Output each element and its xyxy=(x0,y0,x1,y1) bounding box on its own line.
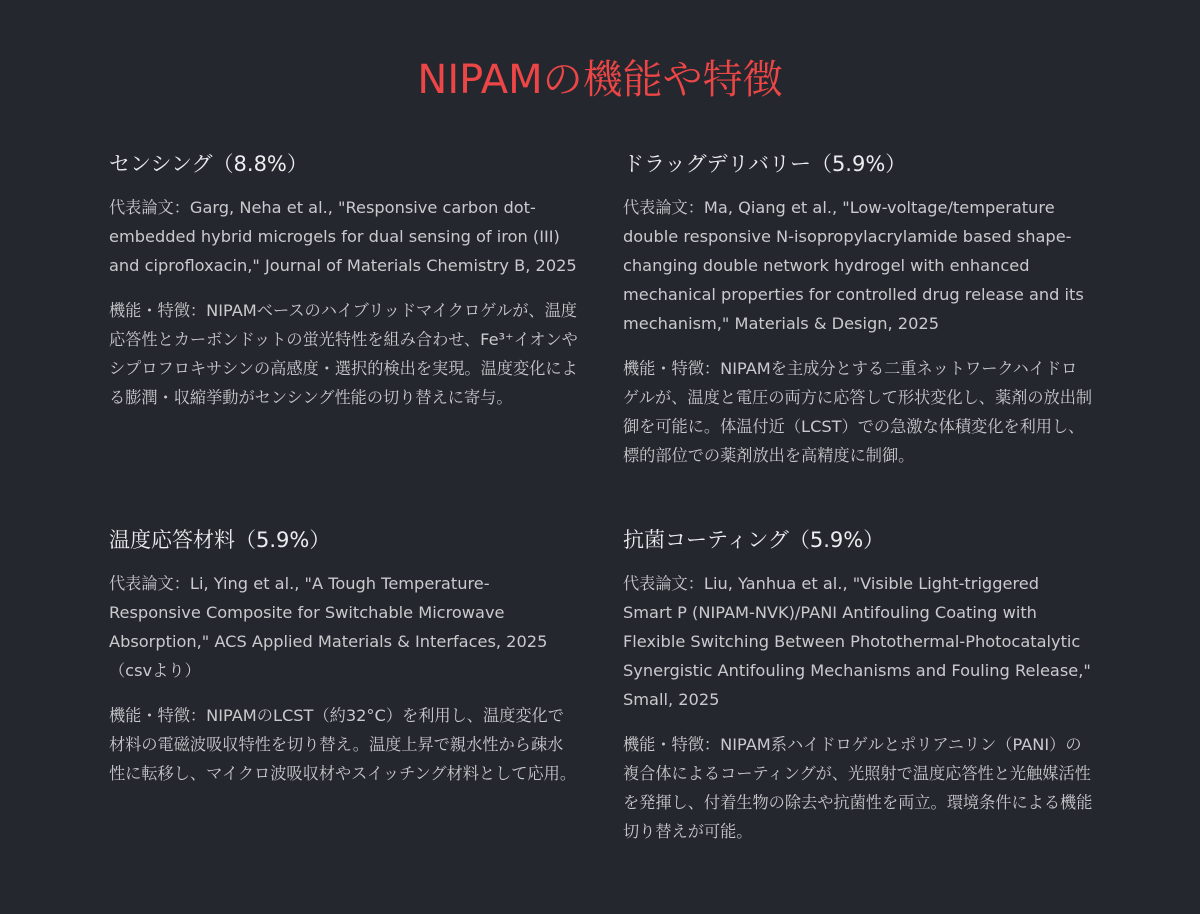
section-sensing xyxy=(109,149,579,428)
page-title: NIPAMの機能や特徴 xyxy=(417,57,783,103)
section-drug-delivery xyxy=(623,149,1093,486)
section-heading: センシング（8.8%） xyxy=(109,152,308,176)
section-temperature-responsive-material xyxy=(109,525,579,804)
representative-paper: 代表論文：Li, Ying et al., "A Tough Temperature-Responsive Composite for Switchable Microwave Absorption," ACS Applied Materials & Interfaces, 2025（csvより） xyxy=(109,574,548,680)
feature-description: 機能・特徴：NIPAMを主成分とする二重ネットワークハイドロゲルが、温度と電圧の両方に応答して形状変化し、薬剤の放出制御を可能に。体温付近（LCST）での急激な体積変化を利用し、標的部位での薬剤放出を高精度に制御。 xyxy=(623,359,1093,465)
section-heading: 温度応答材料（5.9%） xyxy=(109,528,331,552)
feature-description: 機能・特徴：NIPAMのLCST（約32°C）を利用し、温度変化で材料の電磁波吸収特性を切り替え。温度上昇で親水性から疎水性に転移し、マイクロ波吸収材やスイッチング材料として応用。 xyxy=(109,706,577,783)
section-heading: 抗菌コーティング（5.9%） xyxy=(623,528,885,552)
feature-description: 機能・特徴：NIPAM系ハイドロゲルとポリアニリン（PANI）の複合体によるコーティングが、光照射で温度応答性と光触媒活性を発揮し、付着生物の除去や抗菌性を両立。環境条件による機能切り替えが可能。 xyxy=(623,735,1093,841)
feature-description: 機能・特徴：NIPAMベースのハイブリッドマイクロゲルが、温度応答性とカーボンドットの蛍光特性を組み合わせ、Fe³⁺イオンやシプロフロキサシンの高感度・選択的検出を実現。温度変化による膨潤・収縮挙動がセンシング性能の切り替えに寄与。 xyxy=(109,301,578,407)
representative-paper: 代表論文：Garg, Neha et al., "Responsive carbon dot-embedded hybrid microgels for dual sensing of iron (III) and ciprofloxacin," Journal of Materials Chemistry B, 2025 xyxy=(109,198,577,275)
representative-paper: 代表論文：Ma, Qiang et al., "Low-voltage/temperature double responsive N-isopropylacrylamide based shape-changing double network hydrogel with enhanced mechanical properties for controlled drug release and its mechanism," Materials & Design, 2025 xyxy=(623,198,1084,333)
section-antibacterial-coating xyxy=(623,525,1093,862)
section-heading: ドラッグデリバリー（5.9%） xyxy=(623,152,907,176)
representative-paper: 代表論文：Liu, Yanhua et al., "Visible Light-triggered Smart P (NIPAM-NVK)/PANI Antifouling Coating with Flexible Switching Between Photothermal-Photocatalytic Synergistic Antifouling Mechanisms and Fouling Release," Small, 2025 xyxy=(623,574,1091,709)
